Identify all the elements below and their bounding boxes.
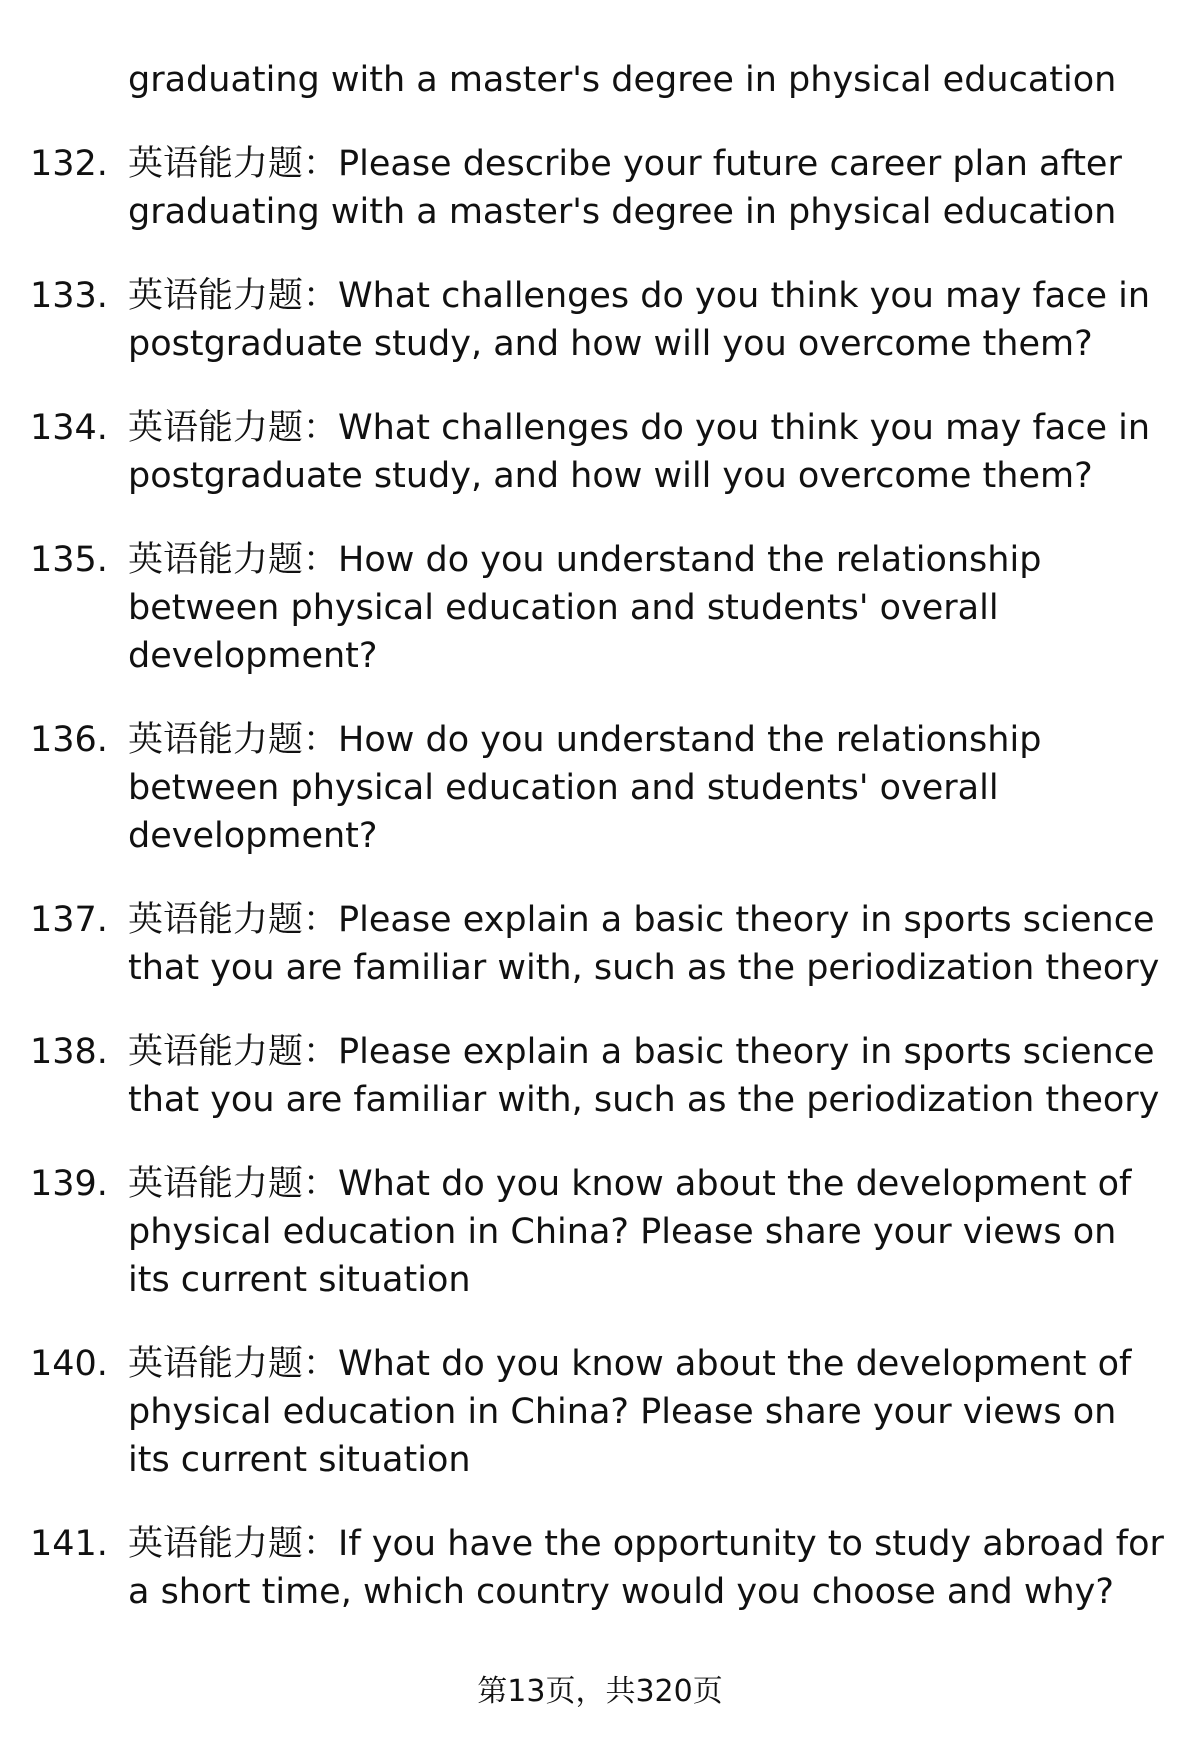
- question-text: What do you know about the development of physical education in China? Please share your views on its current situation: [128, 1344, 1132, 1480]
- question-number: 138.: [30, 1032, 108, 1072]
- question-body: [128, 716, 1168, 860]
- question-label: 英语能力题：: [128, 1032, 339, 1072]
- question-number: 135.: [30, 540, 108, 580]
- question-number: 133.: [30, 276, 108, 316]
- page-indicator: 第13页，共320页: [477, 1674, 723, 1709]
- question-number: 136.: [30, 720, 108, 760]
- question-number: 134.: [30, 408, 108, 448]
- question-label: 英语能力题：: [128, 540, 339, 580]
- question-number: 141.: [30, 1524, 108, 1564]
- question-text: What challenges do you think you may face in postgraduate study, and how will you overcome them?: [128, 276, 1151, 364]
- question-label: 英语能力题：: [128, 276, 339, 316]
- question-text: Please describe your future career plan after graduating with a master's degree in physical education: [128, 144, 1122, 232]
- question-number: 132.: [30, 144, 108, 184]
- question-body: [128, 140, 1168, 236]
- question-label: 英语能力题：: [128, 900, 339, 940]
- question-number: 137.: [30, 900, 108, 940]
- question-number: 140.: [30, 1344, 108, 1384]
- question-body: [128, 536, 1168, 680]
- question-label: 英语能力题：: [128, 1524, 339, 1564]
- question-text: How do you understand the relationship between physical education and students' overall development?: [128, 720, 1042, 856]
- question-body: [128, 1160, 1168, 1304]
- question-text: Please explain a basic theory in sports science that you are familiar with, such as the periodization theory: [128, 900, 1160, 988]
- question-text: Please explain a basic theory in sports science that you are familiar with, such as the periodization theory: [128, 1032, 1160, 1120]
- question-body: [128, 272, 1168, 368]
- question-text: What do you know about the development of physical education in China? Please share your views on its current situation: [128, 1164, 1132, 1300]
- continuation-text: graduating with a master's degree in physical education: [128, 60, 1117, 100]
- question-body: [128, 1340, 1168, 1484]
- question-label: 英语能力题：: [128, 720, 339, 760]
- question-text: If you have the opportunity to study abroad for a short time, which country would you choose and why?: [128, 1524, 1164, 1612]
- question-body: [128, 896, 1168, 992]
- question-body: [128, 1028, 1168, 1124]
- question-body: [128, 1520, 1168, 1616]
- question-label: 英语能力题：: [128, 1164, 339, 1204]
- question-label: 英语能力题：: [128, 144, 339, 184]
- question-text: What challenges do you think you may face in postgraduate study, and how will you overcome them?: [128, 408, 1151, 496]
- question-label: 英语能力题：: [128, 408, 339, 448]
- question-number: 139.: [30, 1164, 108, 1204]
- question-label: 英语能力题：: [128, 1344, 339, 1384]
- question-text: How do you understand the relationship between physical education and students' overall development?: [128, 540, 1042, 676]
- question-body: [128, 404, 1168, 500]
